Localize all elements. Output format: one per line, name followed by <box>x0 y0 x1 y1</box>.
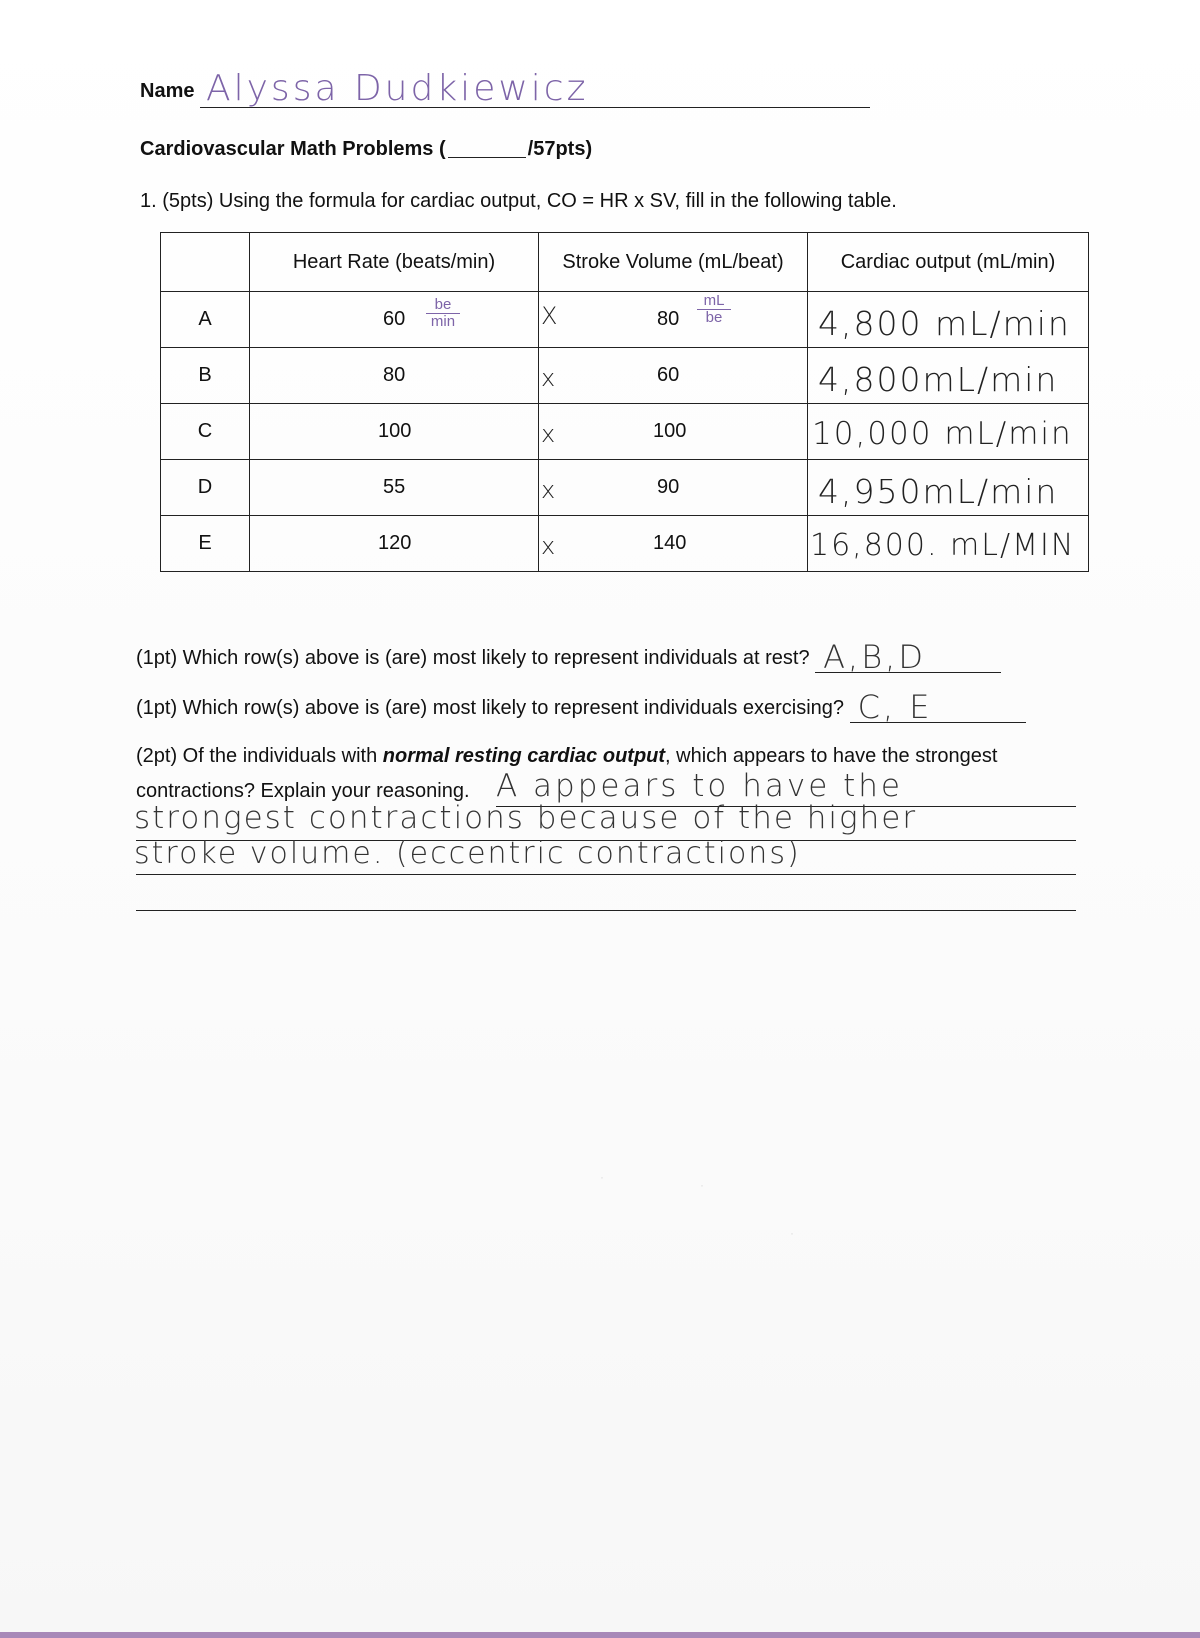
answer-rule <box>136 910 1076 911</box>
header-heart-rate: Heart Rate (beats/min) <box>250 233 539 292</box>
question-4-answer-line-2: strongest contractions because of the higher <box>134 800 918 836</box>
row-label: B <box>161 348 250 404</box>
cardiac-output-value: 4,800mL/min <box>818 360 1059 399</box>
cardiac-output-cell <box>808 348 1089 404</box>
sv-unit-bottom: be <box>705 309 723 326</box>
cardiac-output-cell <box>808 516 1089 572</box>
student-name: Alyssa Dudkiewicz <box>206 68 589 109</box>
cardiac-output-value: 10,000 mL/min <box>812 416 1073 452</box>
question-2 <box>136 638 1001 676</box>
cardiac-output-table <box>160 232 1084 572</box>
question-4-line-2: contractions? Explain your reasoning. <box>136 780 470 802</box>
hr-unit-bottom: min <box>430 313 456 330</box>
row-label: E <box>161 516 250 572</box>
stroke-volume-cell <box>539 404 808 460</box>
stroke-volume-cell <box>539 292 808 348</box>
times-mark: x <box>541 420 556 448</box>
stroke-volume-cell <box>539 348 808 404</box>
heart-rate-cell <box>250 516 539 572</box>
stroke-volume-cell <box>539 516 808 572</box>
question-3-text: (1pt) Which row(s) above is (are) most likely to represent individuals exercising? <box>136 697 845 719</box>
header-stroke-volume: Stroke Volume (mL/beat) <box>539 233 808 292</box>
hr-unit-annotation <box>426 298 460 329</box>
question-4-prefix: (2pt) Of the individuals with <box>136 745 383 767</box>
name-label: Name <box>140 80 195 102</box>
heart-rate-value: 80 <box>383 364 406 386</box>
hr-unit-top: be <box>434 296 452 313</box>
stroke-volume-value: 80 <box>657 308 680 330</box>
row-label: D <box>161 460 250 516</box>
heart-rate-cell <box>250 292 539 348</box>
question-4-line-1 <box>136 745 997 768</box>
table-row <box>161 348 1089 404</box>
stroke-volume-value: 100 <box>653 420 687 442</box>
sv-unit-annotation <box>697 294 731 325</box>
table-row <box>161 292 1089 348</box>
stroke-volume-value: 60 <box>657 364 680 386</box>
question-2-answer: A,B,D <box>815 642 1001 673</box>
question-3 <box>136 688 1026 726</box>
cardiac-output-cell <box>808 460 1089 516</box>
question-4-suffix: , which appears to have the strongest <box>665 745 998 767</box>
cardiac-output-cell <box>808 292 1089 348</box>
answer-rule <box>136 874 1076 875</box>
score-blank <box>448 157 526 158</box>
stroke-volume-cell <box>539 460 808 516</box>
question-4-answer-line-1: A appears to have the <box>496 768 903 804</box>
header-cardiac-output: Cardiac output (mL/min) <box>808 233 1089 292</box>
cardiac-output-value: 4,950mL/min <box>818 472 1059 511</box>
heart-rate-value: 60 <box>383 308 406 330</box>
table-row <box>161 460 1089 516</box>
title-prefix: Cardiovascular Math Problems ( <box>140 138 446 160</box>
times-mark: x <box>541 476 556 504</box>
question-2-text: (1pt) Which row(s) above is (are) most likely to represent individuals at rest? <box>136 647 810 669</box>
table-row <box>161 404 1089 460</box>
heart-rate-value: 100 <box>378 420 412 442</box>
scan-speck: · <box>600 1170 604 1184</box>
scan-speck: · <box>790 1226 794 1240</box>
scan-speck: · <box>700 1178 704 1192</box>
heart-rate-value: 55 <box>383 476 406 498</box>
heart-rate-cell <box>250 404 539 460</box>
question-3-answer: C, E <box>850 692 1026 723</box>
heart-rate-value: 120 <box>378 532 412 554</box>
times-mark: x <box>541 364 556 392</box>
row-label: C <box>161 404 250 460</box>
times-mark: X <box>541 302 558 330</box>
worksheet-title <box>140 138 592 161</box>
heart-rate-cell <box>250 348 539 404</box>
times-mark: x <box>541 532 556 560</box>
question-4-emphasis: normal resting cardiac output <box>382 745 666 767</box>
name-row <box>140 70 870 112</box>
row-label: A <box>161 292 250 348</box>
table-header-row <box>161 233 1089 292</box>
header-blank <box>161 233 250 292</box>
sv-unit-top: mL <box>703 292 725 309</box>
stroke-volume-value: 140 <box>653 532 687 554</box>
title-suffix: /57pts) <box>527 138 593 160</box>
question-1-text: 1. (5pts) Using the formula for cardiac output, CO = HR x SV, fill in the following table. <box>140 190 897 212</box>
question-4-answer-line-3: stroke volume. (eccentric contractions) <box>134 836 801 871</box>
table-row <box>161 516 1089 572</box>
stroke-volume-value: 90 <box>657 476 680 498</box>
cardiac-output-cell <box>808 404 1089 460</box>
heart-rate-cell <box>250 460 539 516</box>
page-bottom-edge <box>0 1632 1200 1638</box>
cardiac-output-value: 4,800 mL/min <box>818 304 1071 343</box>
cardiac-output-value: 16,800. mL/MIN <box>810 528 1076 563</box>
